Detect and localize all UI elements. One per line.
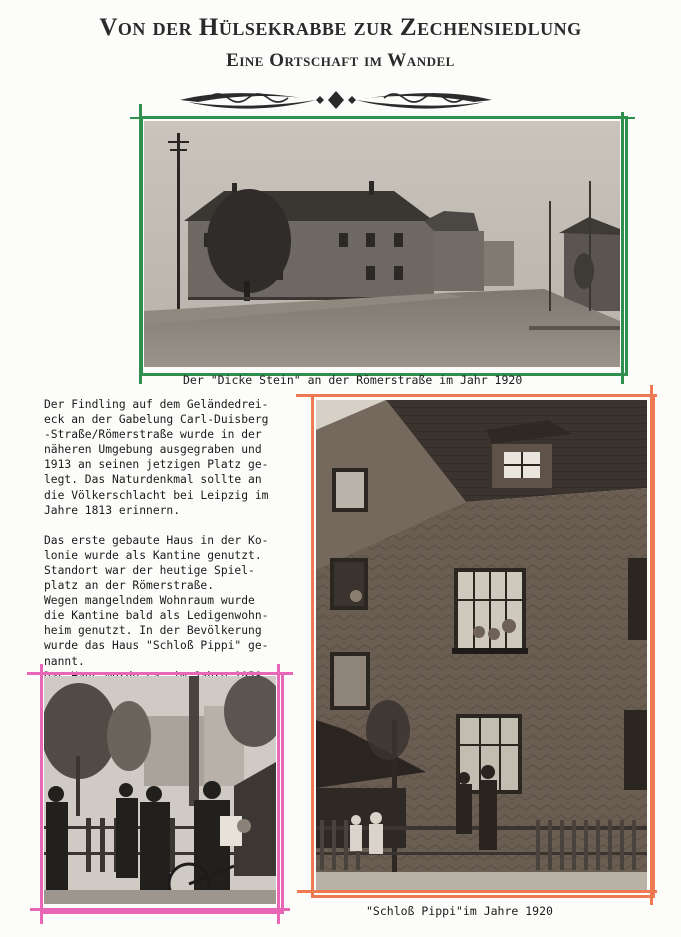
frame-line-orange-right bbox=[650, 385, 653, 905]
text-line: Der Findling auf dem Geländedrei- bbox=[44, 398, 269, 411]
page-title: Von der Hülsekrabbe zur Zechensiedlung bbox=[99, 14, 582, 41]
ornament-divider bbox=[178, 86, 494, 114]
text-line: eck an der Gabelung Carl-Duisberg bbox=[44, 413, 269, 427]
street-scene-image bbox=[144, 121, 620, 367]
photo-schloss-pippi bbox=[316, 400, 647, 892]
text-line: Wegen mangelndem Wohnraum wurde bbox=[44, 594, 255, 608]
frame-line-green-left bbox=[139, 104, 142, 384]
frame-line-orange-bottom bbox=[297, 890, 657, 893]
frame-line-pink-right bbox=[277, 664, 280, 924]
frame-line-pink-top bbox=[27, 672, 293, 675]
text-line: nannt. bbox=[44, 654, 85, 668]
caption-schloss-pippi: "Schloß Pippi"im Jahre 1920 bbox=[366, 904, 553, 918]
text-line: die Kantine bald als Ledigenwohn- bbox=[44, 609, 269, 623]
text-line: Jahre 1813 erinnern. bbox=[44, 503, 181, 517]
text-line: wurde das Haus "Schloß Pippi" ge- bbox=[44, 639, 269, 653]
text-line: lonie wurde als Kantine genutzt. bbox=[44, 548, 262, 562]
text-line: Das erste gebaute Haus in der Ko- bbox=[44, 533, 269, 547]
text-line: -Straße/Römerstraße wurde in der bbox=[44, 428, 262, 442]
text-line: legt. Das Naturdenkmal sollte an bbox=[44, 473, 262, 487]
text-line: die Völkerschlacht bei Leipzig im bbox=[44, 488, 269, 502]
text-line: heim genutzt. In der Bevölkerung bbox=[44, 624, 262, 638]
frame-line-green-top bbox=[130, 117, 635, 119]
frame-line-pink-bottom bbox=[30, 908, 290, 911]
caption-dicke-stein: Der "Dicke Stein" an der Römerstraße im Jahr 1920 bbox=[183, 373, 523, 387]
article-text bbox=[44, 397, 312, 714]
frame-line-orange-top bbox=[296, 394, 657, 397]
page-subtitle: Eine Ortschaft im Wandel bbox=[226, 50, 455, 71]
frame-line-pink-left bbox=[40, 664, 43, 924]
photo-dicke-stein bbox=[144, 121, 620, 367]
text-line: näheren Umgebung ausgegraben und bbox=[44, 443, 262, 457]
text-line: platz an der Römerstraße. bbox=[44, 579, 215, 593]
text-line: Standort war der heutige Spiel- bbox=[44, 563, 255, 577]
frame-line-green-right bbox=[621, 112, 624, 384]
family-scene-image bbox=[44, 676, 276, 904]
text-line: 1913 an seinen jetzigen Platz ge- bbox=[44, 458, 269, 472]
article-paragraph bbox=[44, 397, 312, 518]
house-facade-image bbox=[316, 400, 647, 892]
photo-family-group bbox=[44, 676, 276, 904]
